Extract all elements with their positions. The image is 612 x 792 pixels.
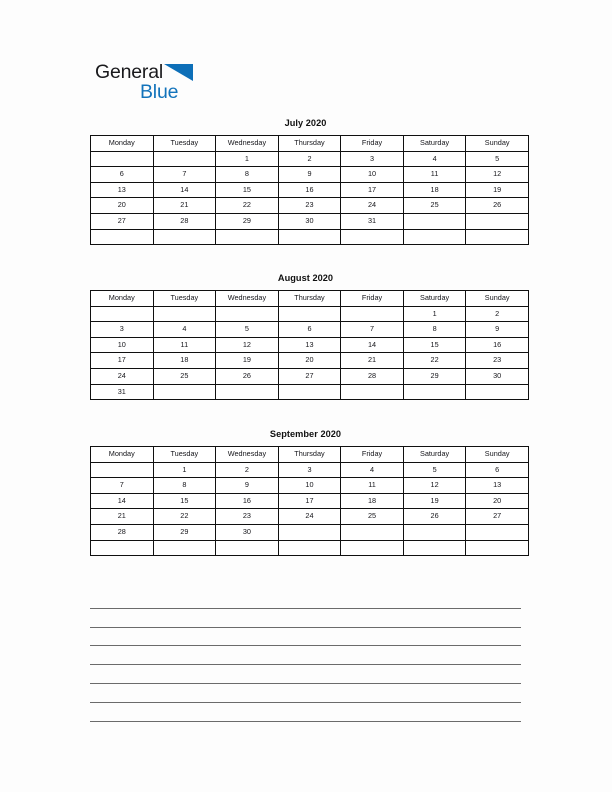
calendar-empty-cell bbox=[341, 229, 404, 245]
notes-section[interactable] bbox=[90, 590, 521, 722]
calendar-day-cell[interactable]: 12 bbox=[466, 167, 529, 183]
calendar-day-cell[interactable]: 25 bbox=[153, 368, 216, 384]
calendar-day-cell[interactable]: 8 bbox=[216, 167, 279, 183]
calendar-day-cell[interactable]: 5 bbox=[403, 462, 466, 478]
logo-text-blue: Blue bbox=[140, 81, 179, 103]
calendar-empty-cell bbox=[216, 384, 279, 400]
calendar-day-cell[interactable]: 13 bbox=[466, 478, 529, 494]
calendar-day-cell[interactable]: 21 bbox=[341, 353, 404, 369]
calendar-day-cell[interactable]: 26 bbox=[466, 198, 529, 214]
calendar-day-cell[interactable]: 8 bbox=[153, 478, 216, 494]
calendar-empty-cell bbox=[341, 384, 404, 400]
calendar-day-cell[interactable]: 22 bbox=[216, 198, 279, 214]
calendar-table-august bbox=[90, 290, 529, 400]
calendar-day-cell[interactable]: 31 bbox=[91, 384, 154, 400]
weekday-header-monday: Monday bbox=[91, 136, 154, 152]
calendar-day-cell[interactable]: 18 bbox=[403, 182, 466, 198]
calendar-empty-cell bbox=[216, 306, 279, 322]
calendar-day-cell[interactable]: 7 bbox=[91, 478, 154, 494]
calendar-day-cell[interactable]: 30 bbox=[278, 213, 341, 229]
calendar-day-cell[interactable]: 16 bbox=[278, 182, 341, 198]
calendar-day-cell[interactable]: 24 bbox=[278, 509, 341, 525]
note-line[interactable] bbox=[90, 665, 521, 684]
calendar-day-cell[interactable]: 22 bbox=[403, 353, 466, 369]
weekday-header-wednesday: Wednesday bbox=[216, 136, 279, 152]
calendar-day-cell[interactable]: 13 bbox=[278, 337, 341, 353]
weekday-header-saturday: Saturday bbox=[403, 136, 466, 152]
calendar-day-cell[interactable]: 7 bbox=[341, 322, 404, 338]
calendar-day-cell[interactable]: 14 bbox=[91, 493, 154, 509]
calendar-day-cell[interactable]: 4 bbox=[341, 462, 404, 478]
calendar-day-cell[interactable]: 2 bbox=[466, 306, 529, 322]
calendar-day-cell[interactable]: 2 bbox=[278, 151, 341, 167]
calendar-empty-cell bbox=[91, 540, 154, 556]
weekday-header-wednesday: Wednesday bbox=[216, 447, 279, 463]
calendar-day-cell[interactable]: 7 bbox=[153, 167, 216, 183]
calendar-day-cell[interactable]: 27 bbox=[278, 368, 341, 384]
calendar-empty-cell bbox=[341, 540, 404, 556]
month-title: September 2020 bbox=[269, 429, 342, 439]
calendar-empty-cell bbox=[466, 213, 529, 229]
weekday-header-row bbox=[91, 136, 529, 152]
calendar-empty-cell bbox=[153, 306, 216, 322]
calendar-day-cell[interactable]: 29 bbox=[216, 213, 279, 229]
weekday-header-sunday: Sunday bbox=[466, 447, 529, 463]
weekday-header-monday: Monday bbox=[91, 291, 154, 307]
general-blue-logo bbox=[95, 61, 205, 107]
calendar-week-row bbox=[91, 337, 529, 353]
calendar-day-cell[interactable]: 20 bbox=[466, 493, 529, 509]
calendar-day-cell[interactable]: 4 bbox=[403, 151, 466, 167]
calendar-empty-cell bbox=[216, 229, 279, 245]
weekday-header-monday: Monday bbox=[91, 447, 154, 463]
calendar-day-cell[interactable]: 23 bbox=[278, 198, 341, 214]
calendar-day-cell[interactable]: 11 bbox=[403, 167, 466, 183]
calendar-day-cell[interactable]: 6 bbox=[466, 462, 529, 478]
calendar-table-july bbox=[90, 135, 529, 245]
calendar-empty-cell bbox=[91, 306, 154, 322]
weekday-header-tuesday: Tuesday bbox=[153, 291, 216, 307]
calendar-day-cell[interactable]: 27 bbox=[466, 509, 529, 525]
calendar-empty-cell bbox=[341, 306, 404, 322]
calendar-day-cell[interactable]: 12 bbox=[403, 478, 466, 494]
calendar-empty-cell bbox=[466, 229, 529, 245]
calendar-day-cell[interactable]: 25 bbox=[403, 198, 466, 214]
calendar-day-cell[interactable]: 20 bbox=[278, 353, 341, 369]
calendar-empty-cell bbox=[466, 524, 529, 540]
calendar-empty-cell bbox=[153, 151, 216, 167]
calendar-body bbox=[91, 151, 529, 245]
calendar-empty-cell bbox=[403, 213, 466, 229]
calendar-day-cell[interactable]: 3 bbox=[278, 462, 341, 478]
calendar-day-cell[interactable]: 24 bbox=[341, 198, 404, 214]
note-line[interactable] bbox=[90, 628, 521, 647]
calendar-day-cell[interactable]: 5 bbox=[216, 322, 279, 338]
calendar-day-cell[interactable]: 10 bbox=[341, 167, 404, 183]
weekday-header-wednesday: Wednesday bbox=[216, 291, 279, 307]
logo-text-general: General bbox=[95, 61, 163, 83]
note-line[interactable] bbox=[90, 646, 521, 665]
calendar-day-cell[interactable]: 10 bbox=[91, 337, 154, 353]
calendar-day-cell[interactable]: 26 bbox=[216, 368, 279, 384]
note-line[interactable] bbox=[90, 703, 521, 722]
calendar-day-cell[interactable]: 18 bbox=[153, 353, 216, 369]
calendar-week-row bbox=[91, 182, 529, 198]
calendar-empty-cell bbox=[466, 540, 529, 556]
weekday-header-friday: Friday bbox=[341, 447, 404, 463]
calendar-empty-cell bbox=[403, 524, 466, 540]
calendar-empty-cell bbox=[341, 524, 404, 540]
calendar-empty-cell bbox=[278, 384, 341, 400]
calendar-day-cell[interactable]: 8 bbox=[403, 322, 466, 338]
calendar-empty-cell bbox=[403, 229, 466, 245]
calendar-week-row bbox=[91, 478, 529, 494]
calendar-day-cell[interactable]: 30 bbox=[216, 524, 279, 540]
calendar-week-row bbox=[91, 493, 529, 509]
weekday-header-tuesday: Tuesday bbox=[153, 447, 216, 463]
calendar-day-cell[interactable]: 9 bbox=[216, 478, 279, 494]
calendar-day-cell[interactable]: 15 bbox=[403, 337, 466, 353]
calendar-empty-cell bbox=[278, 524, 341, 540]
calendar-day-cell[interactable]: 5 bbox=[466, 151, 529, 167]
calendar-day-cell[interactable]: 9 bbox=[278, 167, 341, 183]
calendar-day-cell[interactable]: 19 bbox=[466, 182, 529, 198]
calendar-empty-cell bbox=[153, 229, 216, 245]
weekday-header-thursday: Thursday bbox=[278, 291, 341, 307]
calendar-day-cell[interactable]: 23 bbox=[216, 509, 279, 525]
calendar-week-row bbox=[91, 306, 529, 322]
calendar-day-cell[interactable]: 13 bbox=[91, 182, 154, 198]
calendar-body bbox=[91, 306, 529, 400]
calendar-day-cell[interactable]: 28 bbox=[153, 213, 216, 229]
calendar-day-cell[interactable]: 1 bbox=[403, 306, 466, 322]
calendar-empty-cell bbox=[91, 229, 154, 245]
calendar-day-cell[interactable]: 15 bbox=[153, 493, 216, 509]
calendar-day-cell[interactable]: 11 bbox=[153, 337, 216, 353]
calendar-week-row bbox=[91, 540, 529, 556]
calendar-day-cell[interactable]: 19 bbox=[403, 493, 466, 509]
calendar-day-cell[interactable]: 17 bbox=[341, 182, 404, 198]
note-line[interactable] bbox=[90, 609, 521, 628]
weekday-header-sunday: Sunday bbox=[466, 136, 529, 152]
calendar-day-cell[interactable]: 17 bbox=[91, 353, 154, 369]
calendar-day-cell[interactable]: 28 bbox=[341, 368, 404, 384]
calendar-day-cell[interactable]: 4 bbox=[153, 322, 216, 338]
calendar-empty-cell bbox=[216, 540, 279, 556]
calendar-week-row bbox=[91, 509, 529, 525]
calendar-day-cell[interactable]: 27 bbox=[91, 213, 154, 229]
calendar-day-cell[interactable]: 12 bbox=[216, 337, 279, 353]
calendar-day-cell[interactable]: 24 bbox=[91, 368, 154, 384]
calendar-day-cell[interactable]: 20 bbox=[91, 198, 154, 214]
calendar-empty-cell bbox=[153, 384, 216, 400]
triangle-icon bbox=[164, 64, 193, 81]
calendar-day-cell[interactable]: 26 bbox=[403, 509, 466, 525]
calendar-empty-cell bbox=[153, 540, 216, 556]
weekday-header-thursday: Thursday bbox=[278, 447, 341, 463]
calendar-day-cell[interactable]: 29 bbox=[153, 524, 216, 540]
calendar-day-cell[interactable]: 10 bbox=[278, 478, 341, 494]
calendar-day-cell[interactable]: 19 bbox=[216, 353, 279, 369]
calendar-day-cell[interactable]: 31 bbox=[341, 213, 404, 229]
calendar-week-row bbox=[91, 524, 529, 540]
weekday-header-friday: Friday bbox=[341, 136, 404, 152]
month-block-september bbox=[90, 429, 521, 556]
calendar-day-cell[interactable]: 1 bbox=[216, 151, 279, 167]
calendar-day-cell[interactable]: 21 bbox=[91, 509, 154, 525]
weekday-header-saturday: Saturday bbox=[403, 447, 466, 463]
month-title: July 2020 bbox=[284, 118, 327, 128]
calendar-day-cell[interactable]: 29 bbox=[403, 368, 466, 384]
calendar-week-row bbox=[91, 353, 529, 369]
calendar-week-row bbox=[91, 198, 529, 214]
weekday-header-row bbox=[91, 447, 529, 463]
calendar-week-row bbox=[91, 151, 529, 167]
calendar-week-row bbox=[91, 167, 529, 183]
calendar-day-cell[interactable]: 1 bbox=[153, 462, 216, 478]
calendar-week-row bbox=[91, 213, 529, 229]
month-title: August 2020 bbox=[277, 273, 334, 283]
weekday-header-tuesday: Tuesday bbox=[153, 136, 216, 152]
calendar-day-cell[interactable]: 18 bbox=[341, 493, 404, 509]
weekday-header-thursday: Thursday bbox=[278, 136, 341, 152]
calendar-day-cell[interactable]: 25 bbox=[341, 509, 404, 525]
note-line[interactable] bbox=[90, 684, 521, 703]
calendar-day-cell[interactable]: 28 bbox=[91, 524, 154, 540]
calendar-day-cell[interactable]: 16 bbox=[466, 337, 529, 353]
calendar-day-cell[interactable]: 21 bbox=[153, 198, 216, 214]
weekday-header-friday: Friday bbox=[341, 291, 404, 307]
weekday-header-row bbox=[91, 291, 529, 307]
calendar-day-cell[interactable]: 30 bbox=[466, 368, 529, 384]
calendar-day-cell[interactable]: 6 bbox=[278, 322, 341, 338]
calendar-week-row bbox=[91, 322, 529, 338]
calendar-day-cell[interactable]: 15 bbox=[216, 182, 279, 198]
calendar-day-cell[interactable]: 14 bbox=[153, 182, 216, 198]
calendar-empty-cell bbox=[91, 151, 154, 167]
calendar-day-cell[interactable]: 2 bbox=[216, 462, 279, 478]
calendar-day-cell[interactable]: 11 bbox=[341, 478, 404, 494]
calendar-empty-cell bbox=[278, 229, 341, 245]
month-block-july bbox=[90, 118, 521, 245]
calendar-week-row bbox=[91, 384, 529, 400]
calendar-day-cell[interactable]: 14 bbox=[341, 337, 404, 353]
calendar-week-row bbox=[91, 368, 529, 384]
calendar-day-cell[interactable]: 22 bbox=[153, 509, 216, 525]
calendar-day-cell[interactable]: 17 bbox=[278, 493, 341, 509]
calendar-day-cell[interactable]: 23 bbox=[466, 353, 529, 369]
month-block-august bbox=[90, 273, 521, 400]
note-line[interactable] bbox=[90, 590, 521, 609]
calendar-day-cell[interactable]: 3 bbox=[341, 151, 404, 167]
calendar-body bbox=[91, 462, 529, 556]
calendar-empty-cell bbox=[466, 384, 529, 400]
calendar-week-row bbox=[91, 229, 529, 245]
weekday-header-sunday: Sunday bbox=[466, 291, 529, 307]
calendar-week-row bbox=[91, 462, 529, 478]
calendar-day-cell[interactable]: 9 bbox=[466, 322, 529, 338]
calendar-day-cell[interactable]: 16 bbox=[216, 493, 279, 509]
calendar-empty-cell bbox=[278, 540, 341, 556]
calendar-empty-cell bbox=[91, 462, 154, 478]
calendar-empty-cell bbox=[278, 306, 341, 322]
calendar-day-cell[interactable]: 6 bbox=[91, 167, 154, 183]
calendar-day-cell[interactable]: 3 bbox=[91, 322, 154, 338]
weekday-header-saturday: Saturday bbox=[403, 291, 466, 307]
calendar-table-september bbox=[90, 446, 529, 556]
calendar-empty-cell bbox=[403, 540, 466, 556]
calendar-empty-cell bbox=[403, 384, 466, 400]
